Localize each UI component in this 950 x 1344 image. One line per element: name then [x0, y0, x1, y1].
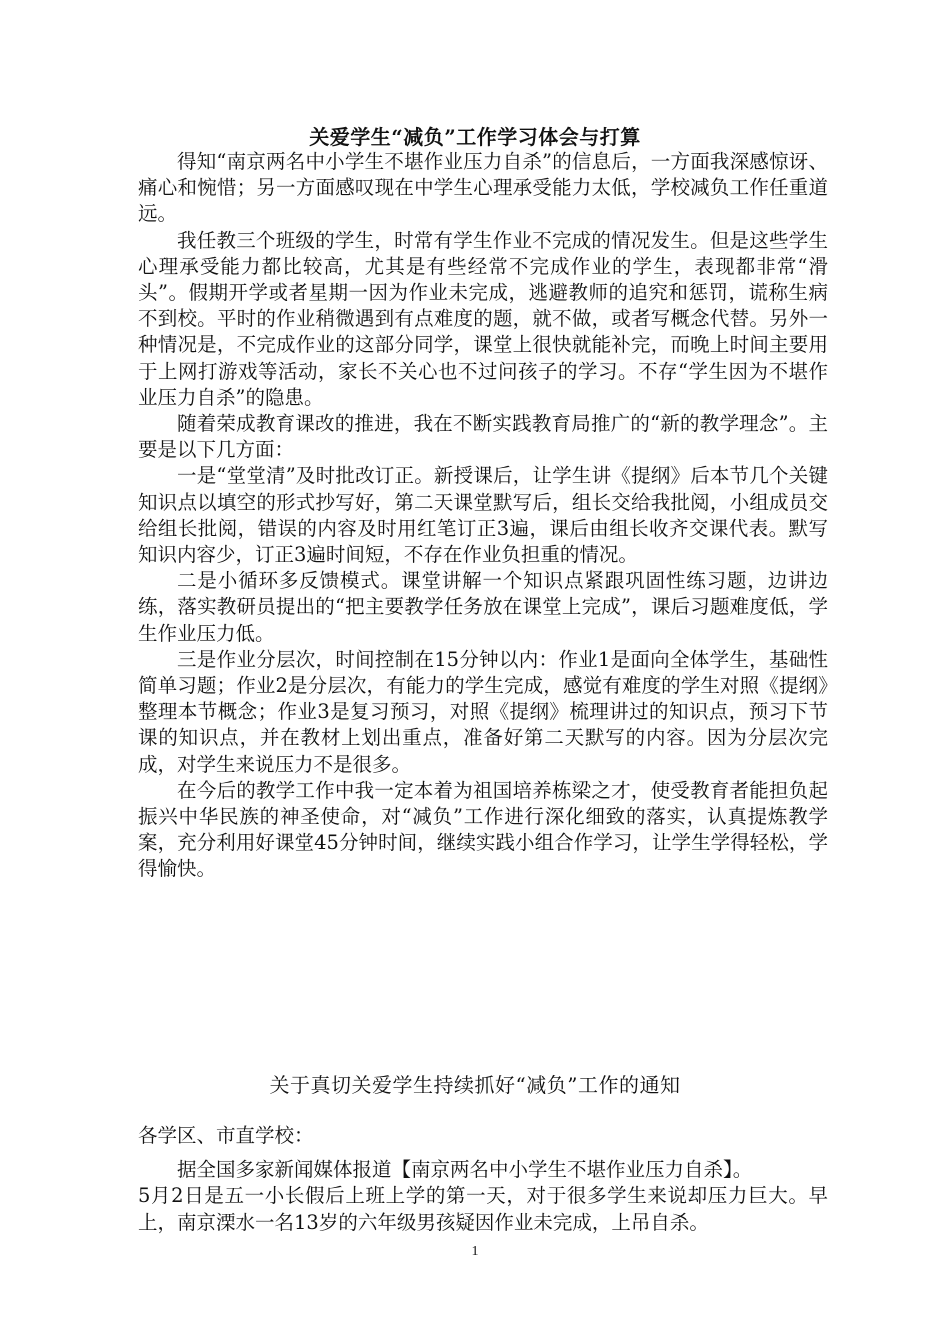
paragraph: 随着荣成教育课改的推进，我在不断实践教育局推广的“新的教学理念”。主要是以下几方面： — [138, 412, 828, 462]
paragraph: 5月2日是五一小长假后上班上学的第一天，对于很多学生来说却压力巨大。早上，南京溧水一名13岁的六年级男孩疑因作业未完成，上吊自杀。 — [138, 1184, 828, 1234]
document-body — [138, 149, 828, 883]
paragraph: 三是作业分层次，时间控制在15分钟以内：作业1是面向全体学生，基础性简单习题；作业2是分层次，有能力的学生完成，感觉有难度的学生对照《提纲》整理本节概念；作业3是复习预习，对照《提纲》梳理讲过的知识点，预习下节课的知识点，并在教材上划出重点，准备好第二天默写的内容。因为分层次完成，对学生来说压力不是很多。 — [138, 647, 828, 776]
paragraph: 在今后的教学工作中我一定本着为祖国培养栋梁之才，使受教育者能担负起振兴中华民族的神圣使命，对“减负”工作进行深化细致的落实，认真提炼教学案，充分利用好课堂45分钟时间，继续实践小组合作学习，让学生学得轻松，学得愉快。 — [138, 778, 828, 881]
page-number: 1 — [471, 1244, 479, 1259]
document-title: 关爱学生“减负”工作学习体会与打算 — [309, 125, 641, 149]
notice-title: 关于真切关爱学生持续抓好“减负”工作的通知 — [269, 1073, 681, 1097]
paragraph: 一是“堂堂清”及时批改订正。新授课后，让学生讲《提纲》后本节几个关键知识点以填空的形式抄写好，第二天课堂默写后，组长交给我批阅，小组成员交给组长批阅，错误的内容及时用红笔订正3遍，课后由组长收齐交课代表。默写知识内容少，订正3遍时间短，不存在作业负担重的情况。 — [138, 464, 828, 567]
notice-body — [138, 1123, 828, 1236]
paragraph: 据全国多家新闻媒体报道【南京两名中小学生不堪作业压力自杀】。 — [177, 1158, 753, 1182]
notice-salutation: 各学区、市直学校： — [138, 1124, 314, 1147]
paragraph: 我任教三个班级的学生，时常有学生作业不完成的情况发生。但是这些学生心理承受能力都比较高，尤其是有些经常不完成作业的学生，表现都非常“滑头”。假期开学或者星期一因为作业未完成，逃避教师的追究和惩罚，谎称生病不到校。平时的作业稍微遇到有点难度的题，就不做，或者写概念代替。另外一种情况是，不完成作业的这部分同学，课堂上很快就能补完，而晚上时间主要用于上网打游戏等活动，家长不关心也不过问孩子的学习。不存“学生因为不堪作业压力自杀”的隐患。 — [138, 228, 828, 409]
paragraph: 得知“南京两名中小学生不堪作业压力自杀”的信息后，一方面我深感惊讶、痛心和惋惜；另一方面感叹现在中学生心理承受能力太低，学校减负工作任重道远。 — [138, 150, 828, 226]
paragraph: 二是小循环多反馈模式。课堂讲解一个知识点紧跟巩固性练习题，边讲边练，落实教研员提出的“把主要教学任务放在课堂上完成”，课后习题难度低，学生作业压力低。 — [138, 569, 828, 645]
